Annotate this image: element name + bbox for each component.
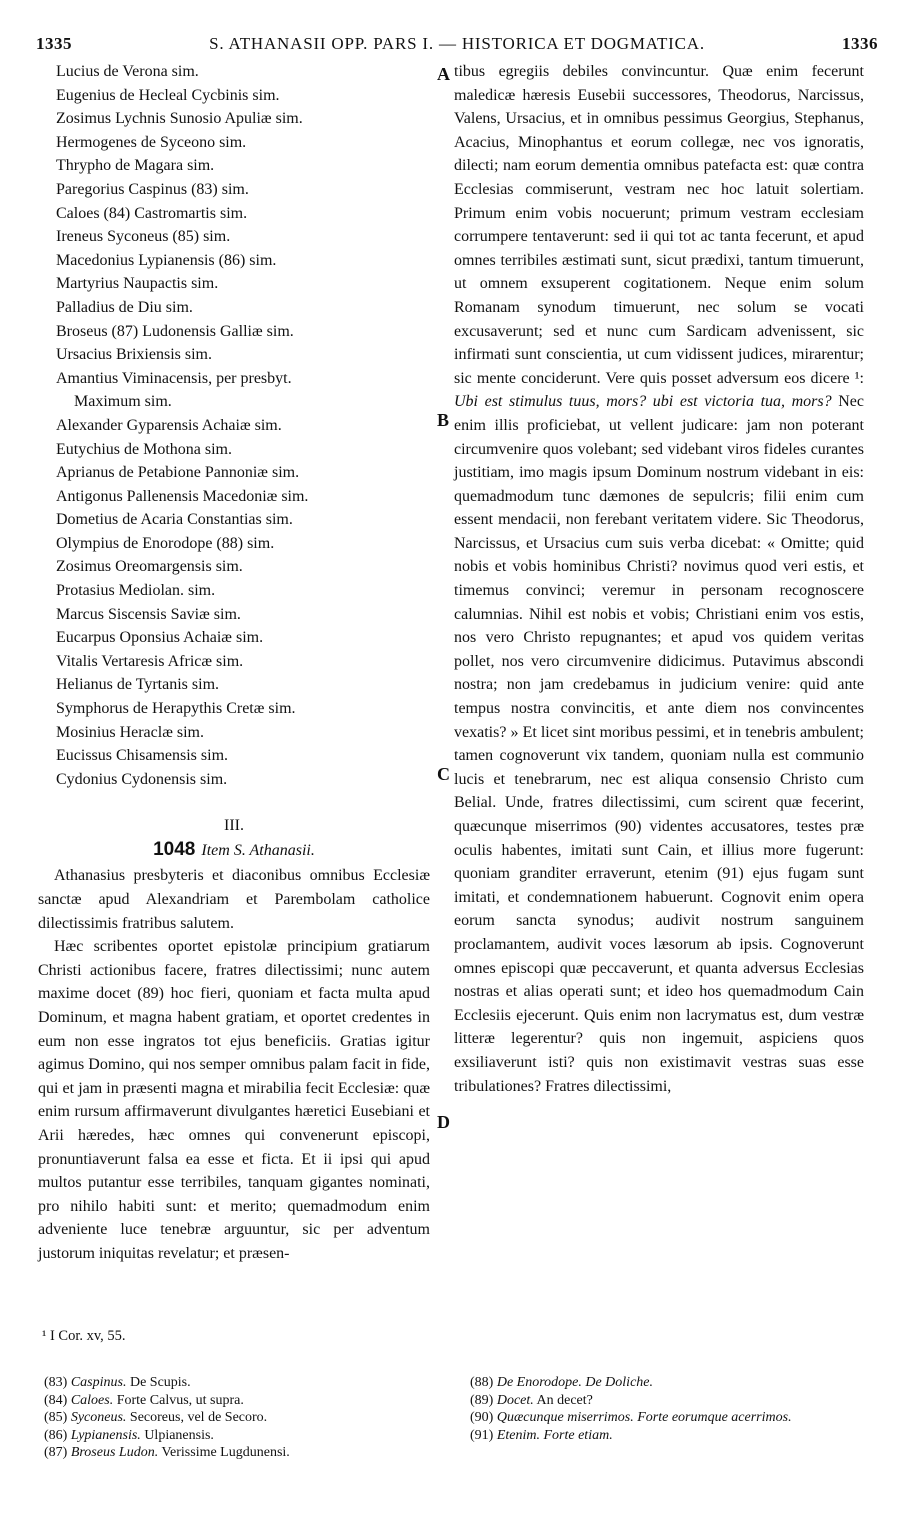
list-item: Eucissus Chisamensis sim. bbox=[56, 747, 229, 765]
document-number: 1048 bbox=[153, 839, 196, 861]
list-item: Antigonus Pallenensis Macedoniæ sim. bbox=[56, 487, 309, 505]
section-numeral: III. bbox=[224, 817, 244, 835]
footnotes-left bbox=[44, 1374, 424, 1462]
list-item: Hermogenes de Syceono sim. bbox=[56, 133, 247, 151]
right-column-text bbox=[454, 60, 864, 1098]
paragraph-part-2: Nec enim illis proficiebat, ut vellent judicare: jam non poterant circumvenire quos volebant; sed videbant viros fideles curantes justitiam, imo magis ipsum Dominum nostrum videbant in eis: quemadmodum tunc dæmones de sepulcris; filii enim cum essent mendacii, non ferebant veritatem videre. Sic Theodorus, Narcissus, et Ursacius cum suis verba dicebat: « Omitte; quid nobis et vobis hominibus Christi? novimus quod veri estis, et timemus convinci; veremur in personam recognoscere calumnias. Nihil est nobis et vobis; Christiani enim vos estis, nos vero Christo repugnantes; et apud vos quidem veritas pollet, nos vero circumvenire didicimus. Putavimus abscondi nostra; non jam credebamus in judicium venire: quid ante tempus nostra convincitis, et ante diem nos convincentes vexatis? » Et licet sint moribus pessimi, et in tenebris ambulent; tamen cognoverunt vix tandem, quoniam nulla est communio lucis et tenebrarum, nec est aliqua consensio Christo cum Belial. Unde, fratres dilectissimi, cum scirent quæ fecerint, quæcunque miserrimos (90) videntes accusatores, testes præ oculis habentes, imitati sunt Cain, et illius more fugerunt: quoniam granditer erraverunt, etenim (91) ejus fugam sunt imitati, et condemnationem habuerunt. Cognovit enim opera eorum sancta synodus; audivit nostrum sanguinem proclamantem, audivit voces læsorum ab ipsis. Cognoverunt omnes episcopi quæ peccaverunt, et quanta adversus Ecclesias nostras et alias operati sunt; et ideo hos quemadmodum Cain Ecclesiis ejecerunt. Quis enim non lacrymatus est, dum vestræ litteræ legerentur? quis non ingemuit, aspiciens quos exsiliaverunt isti? quis non existimavit vestras suas esse tribulationes? Fratres dilectissimi, bbox=[454, 393, 865, 1095]
list-item: Lucius de Verona sim. bbox=[56, 63, 199, 80]
document-heading bbox=[38, 837, 430, 864]
footnote: (87) Broseus Ludon. Verissime Lugdunensi. bbox=[44, 1445, 290, 1460]
bishop-signature-list bbox=[38, 60, 430, 791]
list-item: Marcus Siscensis Saviæ sim. bbox=[56, 605, 241, 623]
list-item: Eutychius de Mothona sim. bbox=[56, 440, 232, 458]
list-item: Palladius de Diu sim. bbox=[56, 298, 193, 316]
page-number-right: 1336 bbox=[842, 34, 878, 53]
list-item: Alexander Gyparensis Achaiæ sim. bbox=[56, 416, 282, 434]
margin-letter-a: A bbox=[437, 64, 450, 84]
list-item: Aprianus de Petabione Pannoniæ sim. bbox=[56, 464, 300, 482]
page-header bbox=[36, 34, 878, 56]
page-number-left: 1335 bbox=[36, 34, 72, 53]
list-item: Paregorius Caspinus (83) sim. bbox=[56, 180, 249, 198]
footnote: (83) Caspinus. De Scupis. bbox=[44, 1375, 191, 1390]
list-item: Mosinius Heraclæ sim. bbox=[56, 723, 204, 741]
scripture-quote: Ubi est stimulus tuus, mors? ubi est victoria tua, mors? bbox=[454, 393, 832, 411]
salutation-paragraph: Athanasius presbyteris et diaconibus omnibus Ecclesiæ sanctæ apud Alexandriam et Parembolam catholice dilectissimis fratribus salutem. bbox=[38, 867, 430, 932]
list-item: Caloes (84) Castromartis sim. bbox=[56, 204, 248, 222]
list-item: Eucarpus Oponsius Achaiæ sim. bbox=[56, 629, 264, 647]
list-item: Amantius Viminacensis, per presbyt. bbox=[56, 369, 292, 387]
list-item: Eugenius de Hecleal Cycbinis sim. bbox=[56, 86, 280, 104]
list-item: Macedonius Lypianensis (86) sim. bbox=[56, 251, 277, 269]
list-item: Thrypho de Magara sim. bbox=[56, 157, 215, 175]
footnote: (88) De Enorodope. De Doliche. bbox=[470, 1375, 654, 1390]
list-item: Helianus de Tyrtanis sim. bbox=[56, 676, 220, 694]
footnote: (84) Caloes. Forte Calvus, ut supra. bbox=[44, 1392, 244, 1408]
list-item: Martyrius Naupactis sim. bbox=[56, 275, 219, 293]
list-item: Dometius de Acaria Constantias sim. bbox=[56, 511, 293, 529]
running-title: S. ATHANASII OPP. PARS I. — HISTORICA ET DOGMATICA. bbox=[209, 34, 705, 53]
list-item: Zosimus Oreomargensis sim. bbox=[56, 558, 243, 576]
letter-body-paragraph: Hæc scribentes oportet epistolæ principium gratiarum Christi actionibus facere, fratres dilectissimi; nunc autem maxime docet (89) hoc fieri, quoniam et facta multa apud Dominum, et magna habent gratiam, et oportet credentes in eum non esse ingratos tot ejus beneficiis. Gratias igitur agimus Domino, qui nos semper omnibus palam facit in fide, qui et jam in præsenti magna et mirabilia fecit Ecclesiæ: quæ enim rursum affirmaverunt divulgantes hæretici Eusebiani et Arii hæredes, hæc omnes qui convenerunt episcopi, pronuntiaverunt falsa ea esse et ficta. Et ii ipsi qui apud multos putantur esse terribiles, tanquam gigantes nominati, pro nihilo habiti sunt: et merito; quemadmodum enim adveniente luce tenebræ arguuntur, sic per adventum justorum iniquitas revelatur; et præsen- bbox=[38, 938, 430, 1262]
list-item: Protasius Mediolan. sim. bbox=[56, 582, 216, 600]
list-item: Ursacius Brixiensis sim. bbox=[56, 346, 212, 364]
margin-letter-b: B bbox=[437, 410, 450, 430]
margin-letter-d: D bbox=[437, 1112, 450, 1132]
footnote: (86) Lypianensis. Ulpianensis. bbox=[44, 1427, 214, 1443]
list-item: Symphorus de Herapythis Cretæ sim. bbox=[56, 700, 296, 718]
list-item: Broseus (87) Ludonensis Galliæ sim. bbox=[56, 322, 294, 340]
right-column bbox=[454, 60, 864, 1098]
list-item: Maximum sim. bbox=[74, 393, 172, 411]
list-item: Vitalis Vertaresis Africæ sim. bbox=[56, 652, 244, 670]
footnotes-right bbox=[470, 1374, 870, 1444]
footnote: (90) Quæcunque miserrimos. Forte eorumque acerrimos. bbox=[470, 1410, 792, 1425]
list-item: Cydonius Cydonensis sim. bbox=[56, 770, 228, 788]
list-item: Olympius de Enorodope (88) sim. bbox=[56, 534, 275, 552]
footnote: (91) Etenim. Forte etiam. bbox=[470, 1427, 613, 1443]
footnote: (85) Syconeus. Secoreus, vel de Secoro. bbox=[44, 1410, 268, 1425]
footnote: (89) Docet. An decet? bbox=[470, 1392, 593, 1408]
list-item: Zosimus Lychnis Sunosio Apuliæ sim. bbox=[56, 110, 303, 128]
scripture-reference-note: ¹ I Cor. xv, 55. bbox=[42, 1328, 126, 1344]
document-title: Item S. Athanasii. bbox=[201, 842, 315, 860]
list-item: Ireneus Syconeus (85) sim. bbox=[56, 228, 231, 246]
left-column bbox=[38, 60, 430, 1266]
paragraph-part-1: tibus egregiis debiles convincuntur. Quæ enim fecerunt maledicæ hæresis Eusebii successores, Theodorus, Narcissus, Valens, Ursacius, et in omnibus pessimus Georgius, Stephanus, Acacius, Minophantus et eorum collegæ, nec vos ignoratis, dilecti; nam eorum dementia omnibus patefacta est: quæ contra Ecclesias commiserunt, vestram nec hoc latuit solertiam. Primum enim vobis nocuerunt; primum vestram ecclesiam corrumpere tentaverunt: sed ii qui tot ac tanta fecerunt, et apud omnes terribiles æstimati sunt, sicut prædixi, tantum timuerunt, ut omnem exsuperent cogitationem. Neque enim solum Romanam synodum timuerunt, nec solum se vocati excusaverunt; sed et nunc cum Sardicam advenissent, sic infirmati sunt conscientia, ut cum vidissent judices, mirarentur; sic mente conciderunt. Vere quis posset adversum eos dicere ¹: bbox=[454, 63, 864, 387]
margin-letter-c: C bbox=[437, 764, 450, 784]
